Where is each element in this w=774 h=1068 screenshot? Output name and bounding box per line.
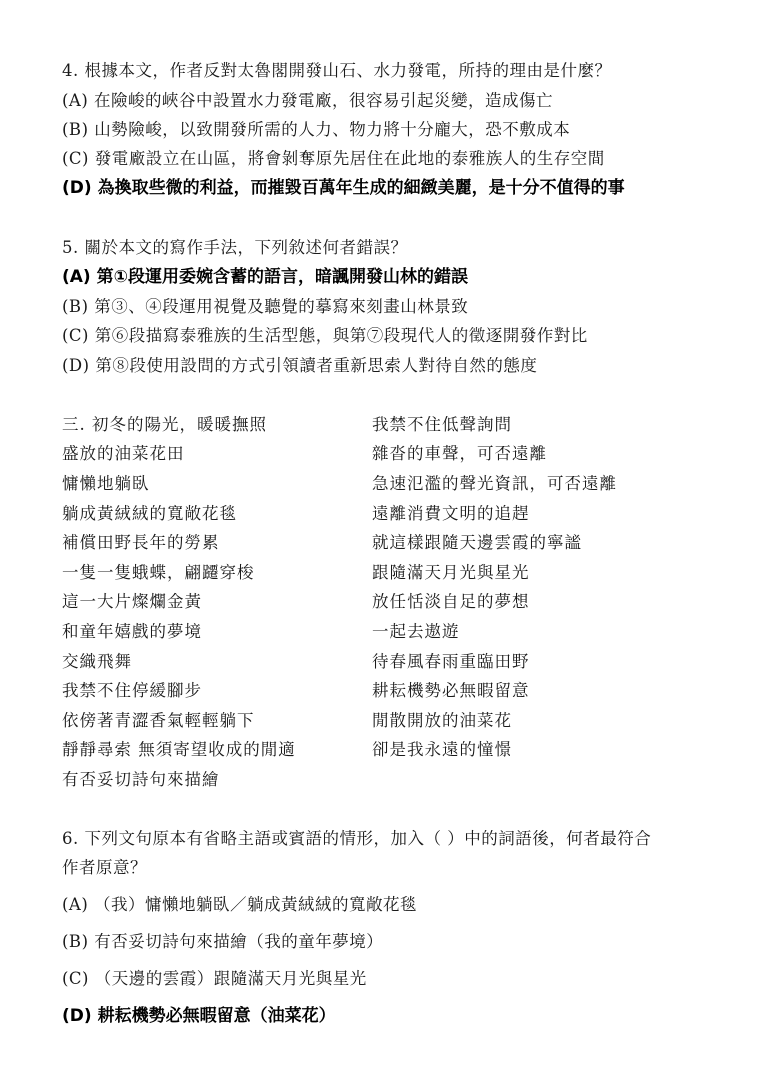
poem-right-line: 閒散開放的油菜花 — [372, 711, 512, 730]
poem-right-line: 遠離消費文明的追趕 — [372, 504, 530, 523]
option-text: 發電廠設立在山區，將會剝奪原先居住在此地的泰雅族人的生存空間 — [94, 149, 605, 168]
poem-left-line: 和童年嬉戲的夢境 — [62, 622, 202, 641]
q6-stem-line1: 6. 下列文句原本有省略主語或賓語的情形，加入（ ）中的詞語後，何者最符合 — [62, 829, 652, 848]
q5-stem: 5. 關於本文的寫作手法，下列敘述何者錯誤？ — [62, 238, 408, 257]
option-label: (A) — [62, 895, 89, 914]
option-text: 第①段運用委婉含蓄的語言，暗諷開發山林的錯誤 — [96, 267, 469, 287]
q4-option-c — [62, 148, 605, 170]
q5-option-b — [62, 296, 468, 318]
q6-option-a — [62, 894, 417, 916]
poem-left-line: 靜靜尋索 無須寄望收成的閒適 — [62, 740, 296, 759]
option-text: （我）慵懶地躺臥／躺成黃絨絨的寬敞花毯 — [94, 895, 418, 914]
poem-right-line: 待春風春雨重臨田野 — [372, 652, 530, 671]
option-label: (D) — [62, 1006, 92, 1026]
q5-option-a — [62, 266, 468, 288]
poem-left-line: 一隻一隻蛾蝶，翩躚穿梭 — [62, 563, 255, 582]
poem-right-line: 我禁不住低聲詢問 — [372, 415, 512, 434]
option-label: (D) — [62, 178, 92, 198]
option-text: 山勢險峻，以致開發所需的人力、物力將十分龐大，恐不敷成本 — [94, 120, 571, 139]
poem-right-line: 跟隨滿天月光與星光 — [372, 563, 530, 582]
poem-left-line: 躺成黃絨絨的寬敞花毯 — [62, 504, 237, 523]
option-label: (C) — [62, 149, 89, 168]
option-text: 第③、④段運用視覺及聽覺的摹寫來刻畫山林景致 — [94, 297, 469, 316]
poem-right-line: 一起去遨遊 — [372, 622, 460, 641]
poem-right-line: 就這樣跟隨天邊雲霞的寧謐 — [372, 533, 582, 552]
option-text: 第⑥段描寫泰雅族的生活型態，與第⑦段現代人的徵逐開發作對比 — [94, 326, 588, 345]
option-text: 在險峻的峽谷中設置水力發電廠，很容易引起災變，造成傷亡 — [94, 91, 554, 110]
q6-option-b — [62, 931, 383, 953]
option-text: 有否妥切詩句來描繪（我的童年夢境） — [94, 932, 384, 951]
option-text: 為換取些微的利益，而摧毀百萬年生成的細緻美麗，是十分不值得的事 — [97, 178, 625, 198]
option-label: (B) — [62, 932, 89, 951]
option-label: (A) — [62, 91, 89, 110]
option-text: 耕耘機勢必無暇留意（油菜花） — [97, 1006, 336, 1026]
q5-option-c — [62, 325, 588, 347]
poem-left-line: 補償田野長年的勞累 — [62, 533, 220, 552]
option-label: (A) — [62, 267, 91, 287]
option-label: (C) — [62, 969, 89, 988]
poem-left-line: 依傍著青澀香氣輕輕躺下 — [62, 711, 255, 730]
q6-option-c — [62, 968, 367, 990]
option-text: 第⑧段使用設問的方式引領讀者重新思索人對待自然的態度 — [95, 356, 538, 375]
option-label: (D) — [62, 356, 90, 375]
poem-left-line: 有否妥切詩句來描繪 — [62, 770, 220, 789]
poem-left-line: 三. 初冬的陽光，暖暖撫照 — [62, 415, 267, 434]
q4-option-d — [62, 177, 625, 199]
poem-right-line: 耕耘機勢必無暇留意 — [372, 681, 530, 700]
q5-option-d — [62, 355, 537, 377]
poem-left-line: 我禁不住停緩腳步 — [62, 681, 202, 700]
poem-left-line: 慵懶地躺臥 — [62, 474, 150, 493]
option-label: (C) — [62, 326, 89, 345]
q6-option-d — [62, 1005, 336, 1027]
q4-option-a — [62, 90, 553, 112]
poem-right-line: 急速氾濫的聲光資訊，可否遠離 — [372, 474, 617, 493]
option-text: （天邊的雲霞）跟隨滿天月光與星光 — [94, 969, 367, 988]
option-label: (B) — [62, 120, 89, 139]
q4-stem: 4. 根據本文，作者反對太魯閣開發山石、水力發電，所持的理由是什麼？ — [62, 61, 612, 80]
q6-stem-line2: 作者原意？ — [62, 858, 147, 877]
poem-left-line: 交織飛舞 — [62, 652, 132, 671]
poem-left-line: 盛放的油菜花田 — [62, 444, 185, 463]
q4-option-b — [62, 119, 570, 141]
poem-right-line: 放任恬淡自足的夢想 — [372, 592, 530, 611]
poem-right-line: 雜沓的車聲，可否遠離 — [372, 444, 547, 463]
poem-left-line: 這一大片燦爛金黃 — [62, 592, 202, 611]
option-label: (B) — [62, 297, 89, 316]
poem-right-line: 卻是我永遠的憧憬 — [372, 740, 512, 759]
